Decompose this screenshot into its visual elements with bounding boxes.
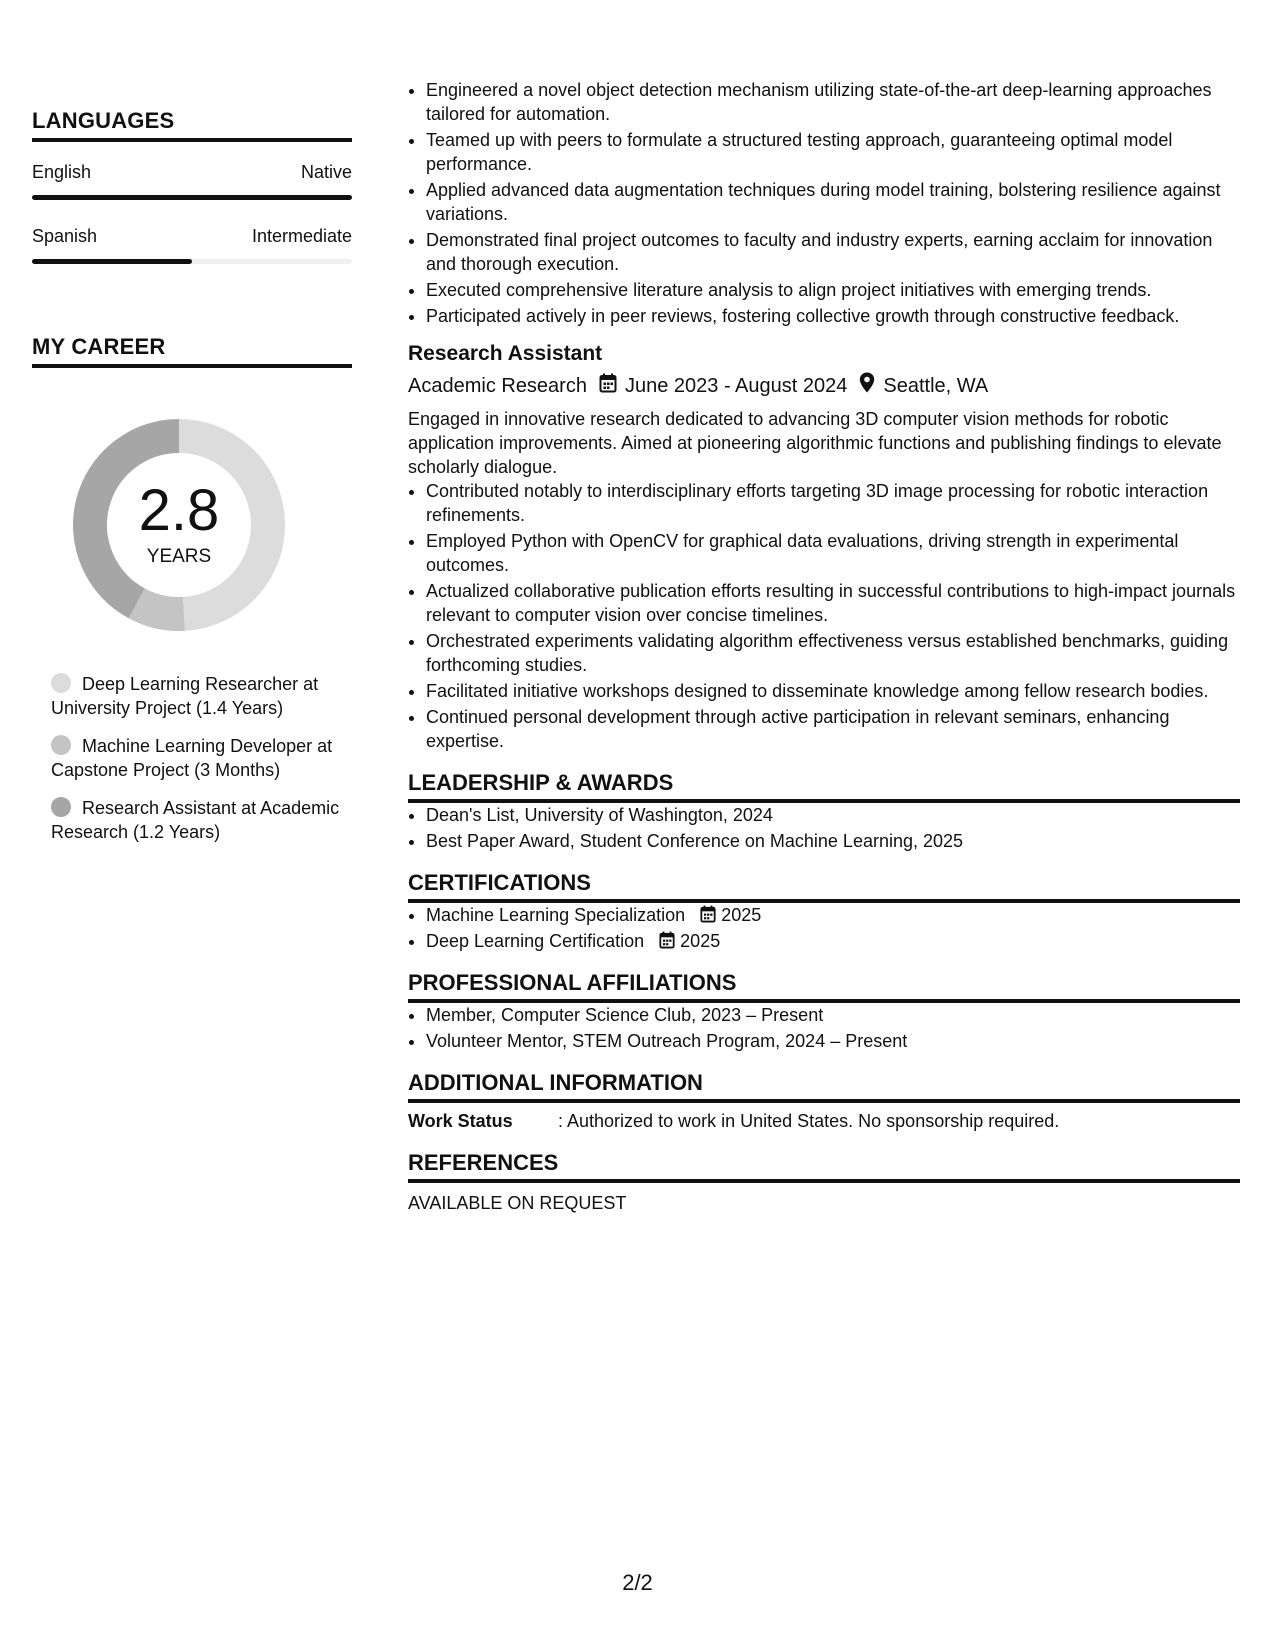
additional-info-section	[408, 1071, 1240, 1133]
bullet-item: • Teamed up with peers to formulate a structured testing approach, guaranteeing optimal model performance.	[426, 128, 1240, 176]
references-text: AVAILABLE ON REQUEST	[408, 1193, 627, 1213]
certification-name: Machine Learning Specialization	[426, 905, 686, 925]
bullet-item: • Demonstrated final project outcomes to faculty and industry experts, earning acclaim for innovation and thorough execution.	[426, 228, 1240, 276]
job-meta	[408, 372, 1240, 399]
language-proficiency-bar	[32, 195, 352, 200]
additional-info-title: ADDITIONAL INFORMATION	[408, 1071, 1240, 1103]
bullet-item: • Employed Python with OpenCV for graphical data evaluations, driving strength in experimental outcomes.	[426, 529, 1240, 577]
right-column	[408, 78, 1240, 1215]
certifications-section	[408, 871, 1240, 953]
bullet-item: • Orchestrated experiments validating algorithm effectiveness versus established benchmarks, guiding forthcoming studies.	[426, 629, 1240, 677]
career-unit: YEARS	[146, 546, 212, 567]
legend-dot-icon	[51, 673, 71, 693]
work-status-key: Work Status	[408, 1111, 513, 1131]
certifications-list	[408, 903, 1240, 953]
affiliation-item: • Volunteer Mentor, STEM Outreach Program, 2024 – Present	[426, 1029, 1240, 1053]
legend-label: Deep Learning Researcher at University Project (1.4 Years)	[51, 674, 319, 718]
experience-bullets	[408, 78, 1240, 328]
certification-name: Deep Learning Certification	[426, 931, 645, 951]
language-item	[32, 226, 352, 264]
references-section	[408, 1151, 1240, 1215]
affiliations-title: PROFESSIONAL AFFILIATIONS	[408, 971, 1240, 1003]
bullet-item: • Participated actively in peer reviews, fostering collective growth through constructive feedback.	[426, 304, 1240, 328]
legend-item	[51, 796, 341, 844]
page-number: 2/2	[622, 1570, 653, 1595]
location-pin-icon	[859, 372, 875, 399]
legend-dot-icon	[51, 735, 71, 755]
language-proficiency-bar	[32, 259, 352, 264]
career-legend	[32, 672, 352, 844]
language-level: Native	[300, 162, 352, 182]
work-status-value: : Authorized to work in United States. No sponsorship required.	[558, 1111, 1060, 1131]
legend-item	[51, 734, 341, 782]
affiliations-list	[408, 1003, 1240, 1053]
bullet-item: • Actualized collaborative publication efforts resulting in successful contributions to high-impact journals relevant to computer vision over concise timelines.	[426, 579, 1240, 627]
awards-section	[408, 771, 1240, 853]
bullet-item: • Engineered a novel object detection mechanism utilizing state-of-the-art deep-learning approaches tailored for automation.	[426, 78, 1240, 126]
language-proficiency-fill	[32, 195, 352, 200]
award-item: • Dean's List, University of Washington, 2024	[426, 803, 1240, 827]
bullet-item: • Applied advanced data augmentation techniques during model training, bolstering resilience against variations.	[426, 178, 1240, 226]
affiliation-item: • Member, Computer Science Club, 2023 – Present	[426, 1003, 1240, 1027]
career-total: 2.8	[138, 478, 220, 543]
career-title: MY CAREER	[32, 334, 352, 368]
affiliations-section	[408, 971, 1240, 1053]
career-section	[32, 334, 352, 844]
languages-title: LANGUAGES	[32, 108, 352, 142]
language-name: Spanish	[32, 226, 98, 246]
language-item	[32, 162, 352, 200]
language-name: English	[32, 162, 92, 182]
certification-year: 2025	[680, 931, 721, 951]
awards-title: LEADERSHIP & AWARDS	[408, 771, 1240, 803]
awards-list	[408, 803, 1240, 853]
calendar-icon	[659, 931, 675, 951]
language-level: Intermediate	[251, 226, 352, 246]
job-bullets	[408, 479, 1240, 753]
legend-label: Research Assistant at Academic Research (1.2 Years)	[51, 798, 340, 842]
job-company: Academic Research	[408, 374, 587, 397]
references-title: REFERENCES	[408, 1151, 1240, 1183]
job-title: Research Assistant	[408, 342, 603, 365]
job-dates: June 2023 - August 2024	[624, 374, 848, 397]
bullet-item: • Executed comprehensive literature analysis to align project initiatives with emerging trends.	[426, 278, 1240, 302]
left-column	[32, 108, 352, 858]
work-status-row	[408, 1109, 1240, 1133]
job-entry	[408, 342, 1240, 753]
bullet-item: • Continued personal development through active participation in relevant seminars, enhancing expertise.	[426, 705, 1240, 753]
legend-dot-icon	[51, 797, 71, 817]
career-donut-chart	[64, 410, 294, 640]
language-proficiency-fill	[32, 259, 192, 264]
legend-label: Machine Learning Developer at Capstone Project (3 Months)	[51, 736, 333, 780]
job-description: Engaged in innovative research dedicated to advancing 3D computer vision methods for robotic application improvements. Aimed at pioneering algorithmic functions and publishing findings to elevate scholarly dialogue.	[408, 409, 1222, 477]
certification-item	[426, 929, 1240, 953]
certification-year: 2025	[721, 905, 762, 925]
job-location: Seattle, WA	[883, 374, 989, 397]
calendar-icon	[700, 905, 716, 925]
legend-item	[51, 672, 341, 720]
certifications-title: CERTIFICATIONS	[408, 871, 1240, 903]
bullet-item: • Contributed notably to interdisciplinary efforts targeting 3D image processing for robotic interaction refinements.	[426, 479, 1240, 527]
award-item: • Best Paper Award, Student Conference on Machine Learning, 2025	[426, 829, 1240, 853]
bullet-item: • Facilitated initiative workshops designed to disseminate knowledge among fellow research bodies.	[426, 679, 1240, 703]
certification-item	[426, 903, 1240, 927]
calendar-icon	[599, 373, 617, 399]
